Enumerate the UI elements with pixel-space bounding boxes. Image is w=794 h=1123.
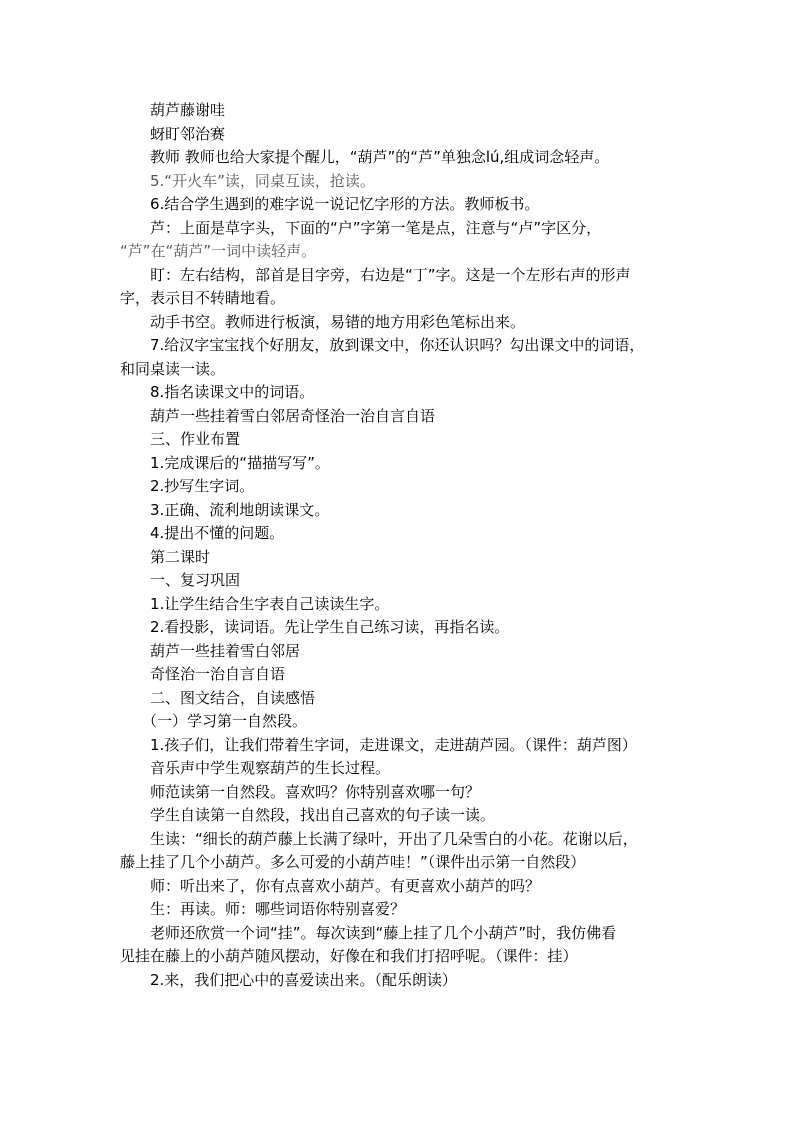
text-line: 和同桌读一读。 (120, 359, 226, 378)
text-line: 见挂在藤上的小葫芦随风摆动，好像在和我们打招呼呢。（课件：挂） (120, 947, 578, 965)
text-line: 1.完成课后的“描描写写”。 (150, 453, 330, 472)
text-line: 盯：左右结构，部首是目字旁，右边是“丁”字。这是一个左形右声的形声 (150, 265, 631, 284)
text-line: 藤上挂了几个小葫芦。多么可爱的小葫芦哇！”（课件出示第一自然段） (120, 853, 586, 871)
text-line: 奇怪治一治自言自语 (150, 665, 286, 683)
text-line: 1.让学生结合生字表自己读读生字。 (150, 594, 390, 613)
text-line: 师范读第一自然段。喜欢吗？你特别喜欢哪一句？ (150, 782, 481, 801)
text-line: 生：再读。师：哪些词语你特别喜爱？ (150, 900, 406, 918)
section-heading: 第二课时 (150, 547, 211, 566)
text-line: 3.正确、流利地朗读课文。 (150, 500, 330, 519)
text-line: 2.来，我们把心中的喜爱读出来。（配乐朗读） (150, 970, 457, 989)
text-line: 7.给汉字宝宝找个好朋友，放到课文中，你还认识吗？勾出课文中的词语， (150, 336, 645, 354)
text-line: 4.提出不懂的问题。 (150, 524, 285, 542)
text-line: 音乐声中学生观察葫芦的生长过程。 (150, 759, 391, 777)
text-line: 学生自读第一自然段，找出自己喜欢的句子读一读。 (150, 806, 496, 824)
text-line: 字，表示目不转睛地看。 (120, 289, 286, 307)
text-line: 师：听出来了，你有点喜欢小葫芦。有更喜欢小葫芦的吗？ (150, 876, 541, 895)
text-line: 5.“开火车”读，同桌互读，抢读。 (150, 171, 375, 190)
text-line: 生读：“细长的葫芦藤上长满了绿叶，开出了几朵雪白的小花。花谢以后， (150, 829, 638, 848)
section-heading: 三、作业布置 (150, 430, 241, 448)
text-line: 6.结合学生遇到的难字说一说记忆字形的方法。教师板书。 (150, 195, 540, 213)
text-line: 蚜盯邻治赛 (150, 124, 226, 143)
text-line: 葫芦一些挂着雪白邻居奇怪治一治自言自语 (150, 406, 436, 425)
text-line: 8.指名读课文中的词语。 (150, 383, 315, 401)
text-line: 葫芦藤谢哇 (150, 101, 226, 119)
document-body (120, 99, 680, 992)
text-line: 2.看投影，读词语。先让学生自己练习读，再指名读。 (150, 618, 510, 636)
text-line: 动手书空。教师进行板演，易错的地方用彩色笔标出来。 (150, 312, 526, 331)
text-line: 葫芦一些挂着雪白邻居 (150, 641, 301, 660)
section-heading: 一、复习巩固 (150, 571, 241, 589)
text-line: 教师 教师也给大家提个醒儿，“葫芦”的“芦”单独念lú,组成词念轻声。 (150, 148, 610, 166)
text-line: 2.抄写生字词。 (150, 477, 255, 495)
text-line: 1.孩子们，让我们带着生字词，走进课文，走进葫芦园。（课件：葫芦图） (150, 735, 637, 754)
text-line: （一）学习第一自然段。 (142, 712, 308, 730)
section-heading: 二、图文结合，自读感悟 (150, 688, 316, 707)
text-line: “芦”在“葫芦”一词中读轻声。 (120, 242, 317, 260)
text-line: 芦：上面是草字头，下面的“户”字第一笔是点，注意与“卢”字区分， (150, 218, 602, 237)
text-line: 老师还欣赏一个词“挂”。每次读到“藤上挂了几个小葫芦”时，我仿佛看 (150, 923, 617, 942)
